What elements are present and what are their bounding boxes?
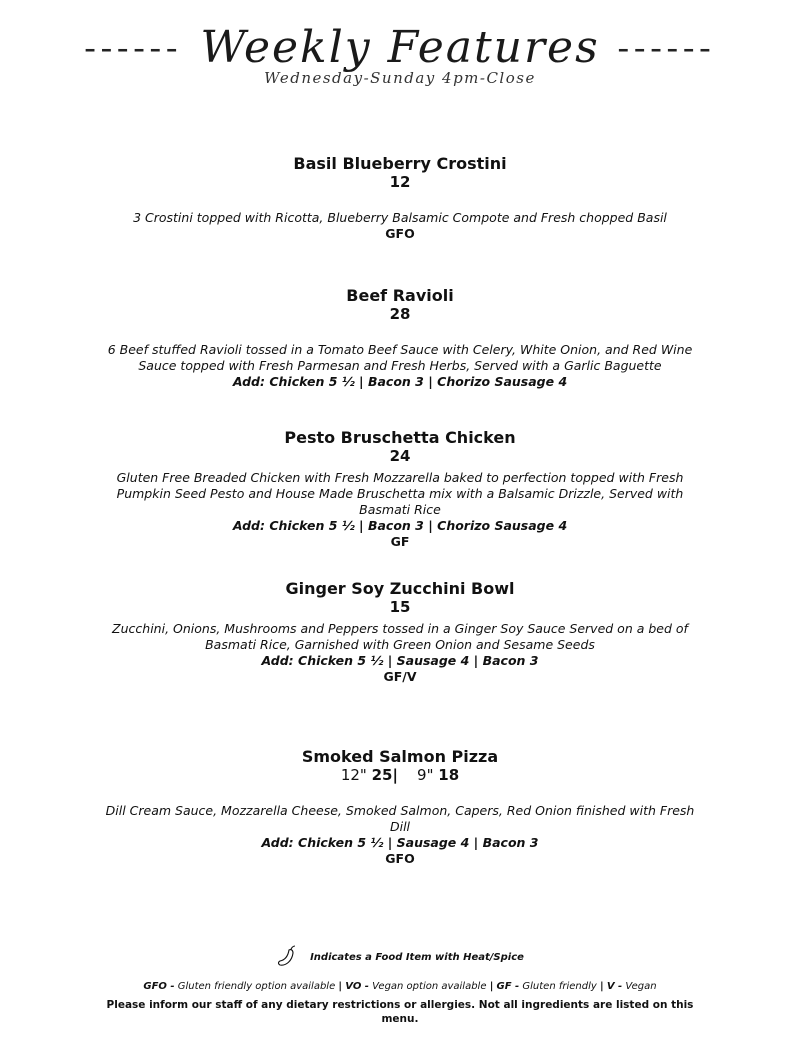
menu-item-ginger-soy-zucchini-bowl <box>100 579 700 685</box>
title-row <box>0 22 800 73</box>
item-price: 28 <box>389 305 411 323</box>
diet-code: VO - <box>345 981 369 992</box>
menu-item-smoked-salmon-pizza <box>100 747 700 867</box>
item-price: 12 <box>389 173 411 191</box>
menu-item-pesto-bruschetta-chicken <box>100 428 700 550</box>
item-name: Basil Blueberry Crostini <box>293 154 507 173</box>
price-small: 18 <box>438 766 460 784</box>
diet-meaning: Vegan option available <box>372 981 487 992</box>
item-diet-tag: GF/V <box>383 669 417 684</box>
item-name: Pesto Bruschetta Chicken <box>284 428 516 447</box>
item-add-ons: Add: Chicken 5 ½ | Bacon 3 | Chorizo Sausage 4 <box>232 374 568 389</box>
menu-subtitle: Wednesday-Sunday 4pm-Close <box>264 69 536 87</box>
heat-legend <box>100 944 700 971</box>
heat-legend-text: Indicates a Food Item with Heat/Spice <box>310 952 524 963</box>
menu-footer <box>100 944 700 1026</box>
item-description: 6 Beef stuffed Ravioli tossed in a Tomato Beef Sauce with Celery, White Onion, and Red Wine Sauce topped with Fresh Parmesan and Fresh Herbs, Served with a Garlic Baguette <box>107 342 693 373</box>
diet-code: GFO - <box>143 981 175 992</box>
title-dashes-right: ------ <box>617 28 716 66</box>
item-name: Ginger Soy Zucchini Bowl <box>285 579 515 598</box>
item-description: 3 Crostini topped with Ricotta, Blueberry Balsamic Compote and Fresh chopped Basil <box>133 210 667 225</box>
diet-meaning: Gluten friendly option available <box>177 981 336 992</box>
diet-separator: | <box>489 981 494 992</box>
item-add-ons: Add: Chicken 5 ½ | Bacon 3 | Chorizo Sausage 4 <box>232 518 568 533</box>
size-large: 12" <box>340 766 367 784</box>
menu-item-basil-blueberry-crostini <box>100 154 700 242</box>
item-description: Zucchini, Onions, Mushrooms and Peppers tossed in a Ginger Soy Sauce Served on a bed of Basmati Rice, Garnished with Green Onion and Sesame Seeds <box>112 621 688 652</box>
allergy-notice: Please inform our staff of any dietary restrictions or allergies. Not all ingredients are listed on this menu. <box>106 999 694 1025</box>
item-diet-tag: GFO <box>385 226 415 241</box>
item-add-ons: Add: Chicken 5 ½ | Sausage 4 | Bacon 3 <box>261 835 539 850</box>
item-description: Gluten Free Breaded Chicken with Fresh Mozzarella baked to perfection topped with Fresh Pumpkin Seed Pesto and House Made Bruschetta mix with a Balsamic Drizzle, Served with Basmati Rice <box>116 470 684 517</box>
diet-code: GF - <box>496 981 520 992</box>
diet-meaning: Vegan <box>625 981 657 992</box>
diet-meaning: Gluten friendly <box>522 981 597 992</box>
diet-code: V - <box>606 981 623 992</box>
title-dashes-left: ------ <box>84 28 183 66</box>
item-diet-tag: GFO <box>385 851 415 866</box>
item-price: 15 <box>389 598 411 616</box>
diet-separator: | <box>338 981 343 992</box>
item-price: 24 <box>389 447 411 465</box>
size-small: 9" <box>417 766 434 784</box>
chili-pepper-icon <box>276 944 298 971</box>
item-add-ons: Add: Chicken 5 ½ | Sausage 4 | Bacon 3 <box>261 653 539 668</box>
menu-header <box>0 22 800 87</box>
item-description: Dill Cream Sauce, Mozzarella Cheese, Smoked Salmon, Capers, Red Onion finished with Fresh Dill <box>105 803 695 834</box>
menu-title: Weekly Features <box>200 22 600 73</box>
diet-legend <box>100 981 700 992</box>
item-name: Beef Ravioli <box>346 286 454 305</box>
item-name: Smoked Salmon Pizza <box>301 747 499 766</box>
price-large: 25| <box>371 766 398 784</box>
menu-item-beef-ravioli <box>100 286 700 390</box>
item-price-sizes <box>100 766 700 785</box>
diet-separator: | <box>599 981 604 992</box>
item-diet-tag: GF <box>390 534 410 549</box>
